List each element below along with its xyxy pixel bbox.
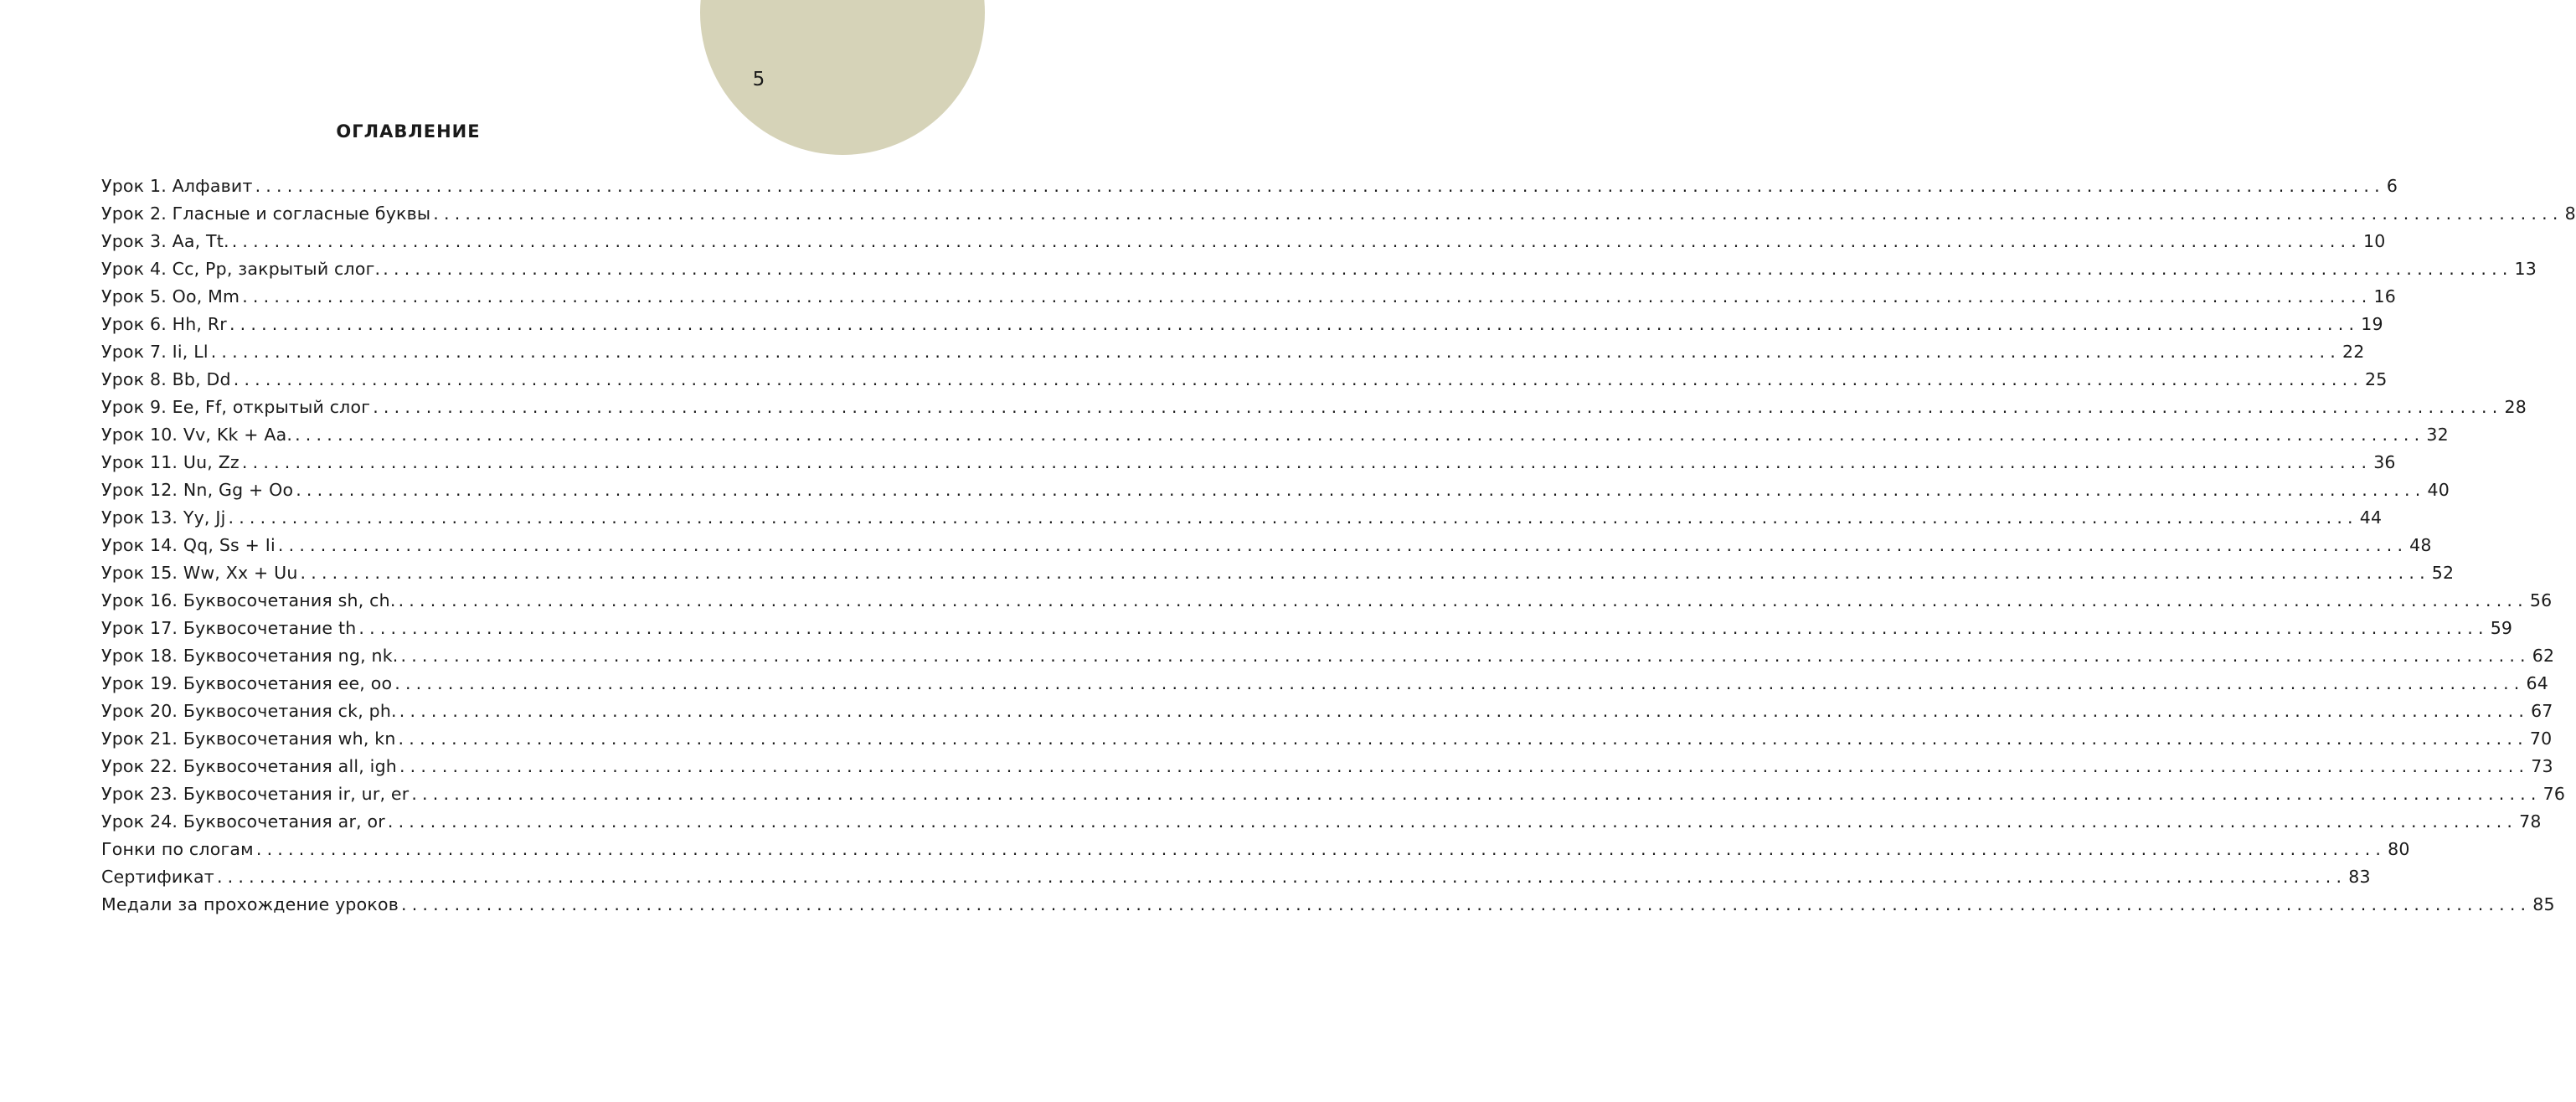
- toc-entry-page: 32: [2426, 425, 2449, 445]
- toc-entry-label: Урок 1. Алфавит: [101, 176, 253, 196]
- toc-entry-page: 62: [2532, 646, 2555, 666]
- toc-entry-label: Урок 22. Буквосочетания all, igh: [101, 756, 397, 776]
- toc-entry-leader: ........................................................................................................................................................................................................: [401, 894, 2532, 914]
- toc-entry-page: 73: [2531, 756, 2553, 776]
- toc-entry[interactable]: [101, 480, 2450, 507]
- toc-entry-label: Урок 12. Nn, Gg + Oo: [101, 480, 294, 500]
- toc-entry-label: Урок 23. Буквосочетания ir, ur, er: [101, 784, 410, 804]
- toc-entry-page: 80: [2388, 839, 2410, 859]
- toc-entry-label: Урок 9. Ee, Ff, открытый слог: [101, 397, 371, 417]
- toc-entry-page: 64: [2526, 673, 2549, 693]
- toc-entry-leader: ........................................................................................................................................................................................................: [233, 369, 2364, 389]
- toc-entry-label: Урок 5. Oo, Mm: [101, 286, 240, 306]
- toc-entry-label: Медали за прохождение уроков: [101, 894, 399, 914]
- toc-entry[interactable]: [101, 231, 2386, 259]
- toc-entry[interactable]: [101, 314, 2383, 342]
- page-number: 5: [752, 69, 765, 90]
- toc-entry-page: 59: [2490, 618, 2513, 638]
- toc-title: ОГЛАВЛЕНИЕ: [336, 121, 481, 142]
- toc-entry[interactable]: [101, 425, 2449, 452]
- toc-entry-leader: ........................................................................................................................................................................................................: [241, 452, 2372, 472]
- toc-entry-label: Урок 2. Гласные и согласные буквы: [101, 203, 431, 224]
- toc-entry-leader: ........................................................................................................................................................................................................: [277, 535, 2409, 555]
- toc-entry-page: 67: [2531, 701, 2553, 721]
- toc-entry[interactable]: [101, 646, 2555, 673]
- toc-entry-page: 25: [2365, 369, 2388, 389]
- toc-entry[interactable]: [101, 369, 2388, 397]
- toc-entry-label: Урок 13. Yy, Jj: [101, 507, 226, 528]
- toc-entry-label: Урок 10. Vv, Kk + Aa.: [101, 425, 293, 445]
- toc-entry-page: 16: [2373, 286, 2396, 306]
- toc-entry-label: Урок 17. Буквосочетание th: [101, 618, 357, 638]
- toc-entry-label: Урок 8. Bb, Dd: [101, 369, 231, 389]
- toc-entry-label: Урок 15. Ww, Xx + Uu: [101, 563, 298, 583]
- toc-entry-page: 44: [2359, 507, 2383, 528]
- toc-entry[interactable]: [101, 563, 2455, 590]
- toc-entry-leader: ........................................................................................................................................................................................................: [373, 397, 2503, 417]
- toc-entry-leader: ........................................................................................................................................................................................................: [296, 480, 2426, 500]
- toc-entry-label: Урок 20. Буквосочетания ck, ph.: [101, 701, 397, 721]
- toc-entry-page: 36: [2373, 452, 2396, 472]
- toc-entry-label: Урок 21. Буквосочетания wh, kn: [101, 729, 396, 749]
- toc-entry-leader: ........................................................................................................................................................................................................: [383, 259, 2513, 279]
- toc-entry-page: 83: [2348, 867, 2371, 887]
- toc-entry-page: 56: [2529, 590, 2553, 610]
- toc-entry-page: 6: [2386, 176, 2398, 196]
- toc-entry-leader: ........................................................................................................................................................................................................: [399, 756, 2530, 776]
- toc-entry-leader: ........................................................................................................................................................................................................: [394, 673, 2525, 693]
- toc-entry-page: 8: [2564, 203, 2576, 224]
- toc-entry[interactable]: [101, 867, 2371, 894]
- toc-entry-leader: ........................................................................................................................................................................................................: [228, 507, 2358, 528]
- toc-entry-label: Гонки по слогам: [101, 839, 254, 859]
- toc-entry-leader: ........................................................................................................................................................................................................: [387, 811, 2518, 832]
- toc-entry-page: 78: [2519, 811, 2542, 832]
- toc-entry-leader: ........................................................................................................................................................................................................: [399, 701, 2530, 721]
- toc-entry-page: 52: [2431, 563, 2455, 583]
- toc-entry[interactable]: [101, 811, 2542, 839]
- toc-entry-label: Урок 18. Буквосочетания ng, nk.: [101, 646, 399, 666]
- toc-entry[interactable]: [101, 507, 2383, 535]
- toc-entry-leader: ........................................................................................................................................................................................................: [255, 176, 2385, 196]
- toc-entry[interactable]: [101, 756, 2553, 784]
- toc-entry[interactable]: [101, 701, 2553, 729]
- toc-entry-leader: ........................................................................................................................................................................................................: [210, 342, 2341, 362]
- toc-entry-label: Сертификат: [101, 867, 214, 887]
- toc-entry[interactable]: [101, 203, 2576, 231]
- toc-entry-leader: ........................................................................................................................................................................................................: [242, 286, 2372, 306]
- toc-entry-page: 22: [2342, 342, 2365, 362]
- toc-entry-leader: ........................................................................................................................................................................................................: [398, 590, 2528, 610]
- toc-entry-label: Урок 16. Буквосочетания sh, ch.: [101, 590, 396, 610]
- toc-entry-page: 40: [2427, 480, 2450, 500]
- toc-entry-label: Урок 19. Буквосочетания ee, oo: [101, 673, 393, 693]
- toc-entry[interactable]: [101, 397, 2527, 425]
- toc-entry-page: 13: [2514, 259, 2537, 279]
- toc-entry-label: Урок 24. Буквосочетания ar, or: [101, 811, 385, 832]
- toc-entry[interactable]: [101, 618, 2513, 646]
- toc-entry-page: 10: [2363, 231, 2386, 251]
- toc-entry[interactable]: [101, 452, 2396, 480]
- toc-entry-leader: ........................................................................................................................................................................................................: [216, 867, 2347, 887]
- toc-entry[interactable]: [101, 535, 2432, 563]
- toc-entry-leader: ........................................................................................................................................................................................................: [433, 203, 2563, 224]
- toc-entry-page: 85: [2532, 894, 2555, 914]
- toc-entry-leader: ........................................................................................................................................................................................................: [400, 646, 2531, 666]
- toc-entry-leader: ........................................................................................................................................................................................................: [295, 425, 2425, 445]
- toc-entry-page: 76: [2543, 784, 2566, 804]
- toc-entry[interactable]: [101, 286, 2396, 314]
- toc-entry[interactable]: [101, 259, 2537, 286]
- toc-entry-leader: ........................................................................................................................................................................................................: [229, 314, 2360, 334]
- toc-entry[interactable]: [101, 342, 2365, 369]
- table-of-contents: [101, 176, 2576, 922]
- toc-entry-label: Урок 6. Hh, Rr: [101, 314, 227, 334]
- toc-entry-page: 48: [2409, 535, 2432, 555]
- toc-entry-label: Урок 14. Qq, Ss + Ii: [101, 535, 276, 555]
- toc-entry[interactable]: [101, 729, 2553, 756]
- toc-entry-leader: ........................................................................................................................................................................................................: [358, 618, 2489, 638]
- toc-entry[interactable]: [101, 590, 2553, 618]
- toc-entry-leader: ........................................................................................................................................................................................................: [411, 784, 2542, 804]
- toc-entry-leader: ........................................................................................................................................................................................................: [231, 231, 2362, 251]
- toc-entry-label: Урок 7. Ii, Ll: [101, 342, 209, 362]
- toc-entry[interactable]: [101, 784, 2566, 811]
- toc-entry-leader: ........................................................................................................................................................................................................: [300, 563, 2430, 583]
- toc-entry-page: 19: [2361, 314, 2383, 334]
- toc-entry[interactable]: [101, 839, 2410, 867]
- toc-entry[interactable]: [101, 894, 2555, 922]
- toc-entry[interactable]: [101, 673, 2549, 701]
- toc-entry-page: 70: [2529, 729, 2553, 749]
- toc-entry-leader: ........................................................................................................................................................................................................: [255, 839, 2387, 859]
- toc-entry-page: 28: [2504, 397, 2527, 417]
- toc-entry-label: Урок 11. Uu, Zz: [101, 452, 240, 472]
- toc-entry-label: Урок 4. Cc, Pp, закрытый слог.: [101, 259, 381, 279]
- toc-entry-leader: ........................................................................................................................................................................................................: [398, 729, 2528, 749]
- toc-entry-label: Урок 3. Aa, Tt.: [101, 231, 229, 251]
- toc-entry[interactable]: [101, 176, 2398, 203]
